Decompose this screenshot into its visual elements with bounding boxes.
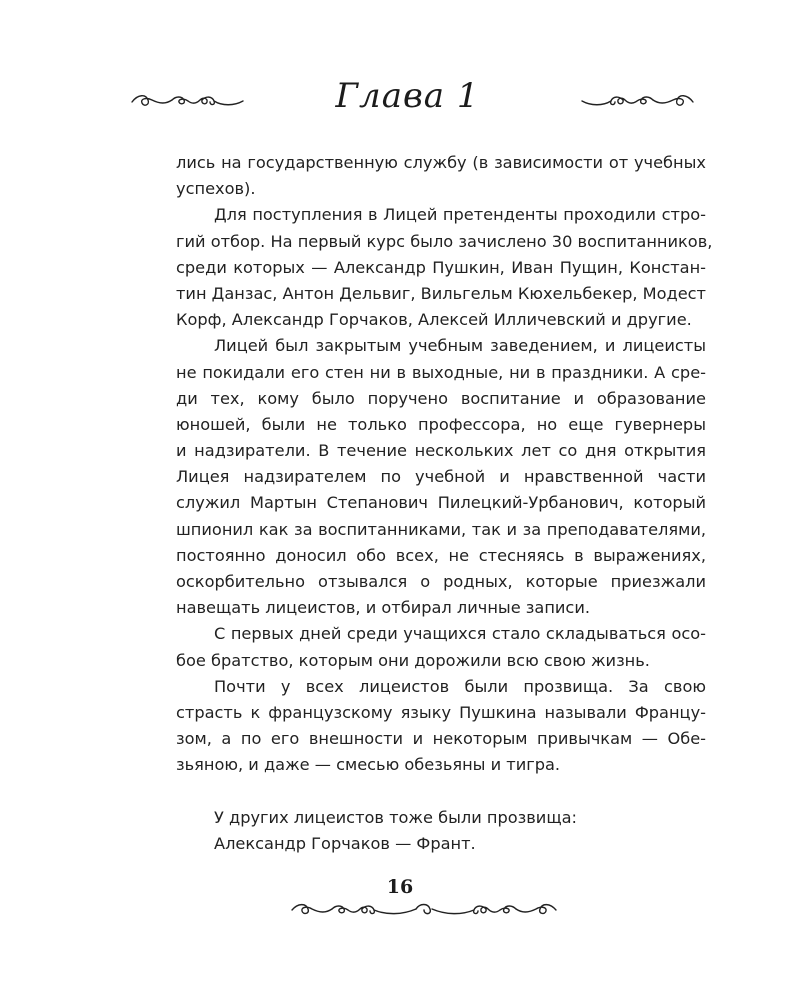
text-line: лись на государственную службу (в зависимости от учебных (176, 153, 706, 172)
text-line: юношей, были не только профессора, но еще гувернеры (176, 414, 706, 434)
chapter-title: Глава 1 (335, 76, 480, 116)
text-line: ди тех, кому было поручено воспитание и образование (176, 388, 706, 408)
chapter-header (120, 72, 695, 122)
text-line: У других лицеистов тоже были прозвища: (214, 807, 577, 827)
text-line: Лицей был закрытым учебным заведением, и лицеисты (214, 336, 706, 356)
text-line: Для поступления в Лицей претенденты проходили стро- (214, 205, 706, 225)
text-line: гий отбор. На первый курс было зачислено 30 воспитанников, (176, 231, 713, 251)
text-line: среди которых — Александр Пушкин, Иван Пущин, Констан- (176, 257, 706, 277)
text-line: Лицея надзирателем по учебной и нравственной части (176, 467, 706, 487)
text-line: не покидали его стен ни в выходные, ни в праздники. А сре- (176, 362, 706, 382)
text-line: зьяною, и даже — смесью обезьяны и тигра. (176, 755, 561, 775)
paragraph-gap (176, 779, 706, 805)
nicknames-intro (176, 805, 706, 857)
text-line: шпионил как за воспитанниками, так и за преподавателями, (176, 519, 706, 539)
text-line: бое братство, которым они дорожили всю свою жизнь. (176, 650, 650, 670)
text-line: зом, а по его внешности и некоторым привычкам — Обе- (176, 729, 706, 749)
text-line: и надзиратели. В течение нескольких лет со дня открытия (176, 441, 706, 461)
swirl-ornament-footer-icon (290, 898, 558, 920)
text-line: страсть к французскому языку Пушкина называли Францу- (176, 702, 706, 722)
page-number: 16 (386, 876, 414, 898)
text-line: Почти у всех лицеистов были прозвища. За свою (214, 676, 706, 696)
text-line: Корф, Александр Горчаков, Алексей Илличевский и другие. (176, 310, 692, 330)
text-line: постоянно доносил обо всех, не стесняясь в выражениях, (176, 545, 706, 565)
text-line: успехов). (176, 179, 256, 199)
body-text (176, 150, 713, 857)
text-line: Александр Горчаков — Франт. (214, 833, 476, 853)
text-line: служил Мартын Степанович Пилецкий-Урбанович, который (176, 493, 706, 513)
text-line: навещать лицеистов, и отбирал личные записи. (176, 598, 590, 618)
main-paragraphs (176, 150, 713, 779)
text-line: тин Данзас, Антон Дельвиг, Вильгельм Кюхельбекер, Модест (176, 283, 706, 303)
text-line: С первых дней среди учащихся стало складываться осо- (214, 624, 706, 644)
text-line: оскорбительно отзывался о родных, которые приезжали (176, 572, 706, 591)
swirl-ornament-right-icon (580, 88, 695, 112)
